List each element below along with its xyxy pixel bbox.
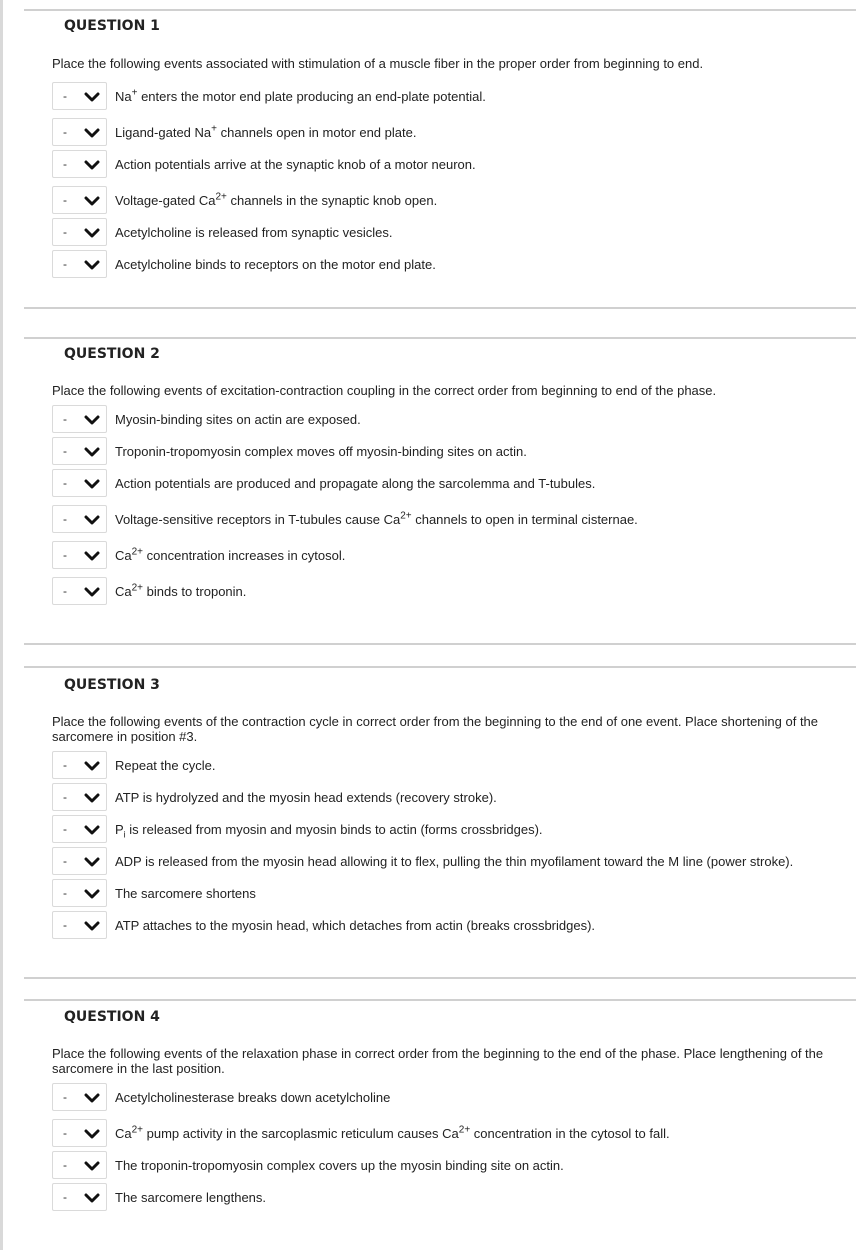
question-prompt: Place the following events of the contraction cycle in correct order from the beginning to the end of one event. Place shortening of the sarcomere in position #3. [52, 714, 819, 744]
text-segment: Ca [115, 547, 132, 563]
text-segment: The sarcomere shortens [115, 885, 256, 901]
order-select[interactable] [52, 218, 107, 246]
text-segment: Acetylcholine binds to receptors on the motor end plate. [115, 256, 436, 272]
text-segment: Na [115, 88, 132, 104]
answer-text [115, 125, 416, 140]
chevron-down-icon [84, 1128, 100, 1140]
text-segment: Repeat the cycle. [115, 757, 216, 773]
answer-row [52, 185, 437, 215]
order-select-value: - [63, 125, 67, 139]
text-segment: Acetylcholine is released from synaptic vesicles. [115, 224, 393, 240]
order-select[interactable] [52, 505, 107, 533]
order-select-value: - [63, 886, 67, 900]
text-segment: Troponin-tropomyosin complex moves off myosin-binding sites on actin. [115, 443, 527, 459]
text-segment: enters the motor end plate producing an end-plate potential. [137, 88, 486, 104]
answer-text [115, 1090, 390, 1105]
order-select-value: - [63, 225, 67, 239]
order-select-value: - [63, 257, 67, 271]
question-prompt: Place the following events of the relaxation phase in correct order from the beginning to the end of the phase. Place lengthening of the sarcomere in the last position. [52, 1046, 824, 1076]
order-select-value: - [63, 512, 67, 526]
question-3 [24, 666, 856, 986]
text-segment: The troponin-tropomyosin complex covers up the myosin binding site on actin. [115, 1157, 564, 1173]
divider [24, 999, 856, 1001]
superscript: 2+ [458, 1124, 471, 1136]
answer-row [52, 1182, 266, 1212]
order-select[interactable] [52, 82, 107, 110]
text-segment: Voltage-gated Ca [115, 192, 216, 208]
chevron-down-icon [84, 91, 100, 103]
text-segment: concentration increases in cytosol. [143, 547, 346, 563]
question-1 [24, 9, 856, 319]
chevron-down-icon [84, 792, 100, 804]
order-select[interactable] [52, 1083, 107, 1111]
answer-row [52, 878, 256, 908]
answer-text [115, 886, 256, 901]
chevron-down-icon [84, 514, 100, 526]
order-select-value: - [63, 584, 67, 598]
order-select[interactable] [52, 1119, 107, 1147]
text-segment: Action potentials arrive at the synaptic knob of a motor neuron. [115, 156, 476, 172]
answer-text [115, 476, 595, 491]
order-select-value: - [63, 758, 67, 772]
question-2 [24, 337, 856, 647]
order-select-value: - [63, 790, 67, 804]
answer-row [52, 217, 392, 247]
page-left-border [0, 0, 3, 1250]
answer-row [52, 576, 246, 606]
answer-row [52, 1150, 564, 1180]
chevron-down-icon [84, 446, 100, 458]
answer-row [52, 846, 793, 876]
answer-row [52, 149, 476, 179]
order-select[interactable] [52, 1183, 107, 1211]
answer-text [115, 821, 543, 840]
chevron-down-icon [84, 586, 100, 598]
text-segment: ATP attaches to the myosin head, which detaches from actin (breaks crossbridges). [115, 917, 596, 933]
superscript: 2+ [131, 546, 144, 558]
answer-text [115, 89, 486, 104]
text-segment: P [115, 821, 124, 837]
answer-text [115, 193, 437, 208]
superscript: 2+ [400, 510, 412, 522]
question-4 [24, 999, 856, 1239]
answer-text [115, 157, 476, 172]
answer-text [115, 918, 595, 933]
question-title: QUESTION 3 [64, 677, 160, 693]
superscript: 2+ [215, 191, 227, 203]
order-select[interactable] [52, 150, 107, 178]
text-segment: is released from myosin and myosin binds to actin (forms crossbridges). [125, 821, 543, 837]
answer-row [52, 1082, 390, 1112]
chevron-down-icon [84, 159, 100, 171]
text-segment: binds to troponin. [143, 583, 247, 599]
answer-text [115, 412, 361, 427]
answer-text [115, 444, 527, 459]
order-select-value: - [63, 822, 67, 836]
order-select-value: - [63, 548, 67, 562]
order-select-value: - [63, 89, 67, 103]
answer-row [52, 117, 416, 147]
chevron-down-icon [84, 227, 100, 239]
order-select[interactable] [52, 541, 107, 569]
order-select[interactable] [52, 250, 107, 278]
answer-text [115, 1190, 266, 1205]
answer-row [52, 249, 436, 279]
order-select[interactable] [52, 751, 107, 779]
text-segment: ADP is released from the myosin head allowing it to flex, pulling the thin myofilament toward the M line (power stroke). [115, 853, 794, 869]
text-segment: Myosin-binding sites on actin are exposed. [115, 411, 361, 427]
order-select-value: - [63, 444, 67, 458]
chevron-down-icon [84, 550, 100, 562]
order-select-value: - [63, 193, 67, 207]
text-segment: Ca [115, 1125, 132, 1141]
answer-text [115, 854, 793, 869]
text-segment: concentration in the cytosol to fall. [470, 1125, 670, 1141]
chevron-down-icon [84, 414, 100, 426]
answer-text [115, 790, 497, 805]
answer-row [52, 404, 361, 434]
answer-row [52, 1118, 670, 1148]
order-select[interactable] [52, 437, 107, 465]
chevron-down-icon [84, 1092, 100, 1104]
order-select[interactable] [52, 186, 107, 214]
chevron-down-icon [84, 888, 100, 900]
superscript: + [131, 87, 138, 99]
text-segment: pump activity in the sarcoplasmic reticulum causes Ca [143, 1125, 459, 1141]
answer-row [52, 814, 543, 844]
answer-text [115, 512, 638, 527]
subscript: i [123, 829, 126, 840]
order-select[interactable] [52, 118, 107, 146]
text-segment: Action potentials are produced and propagate along the sarcolemma and T-tubules. [115, 475, 596, 491]
order-select[interactable] [52, 469, 107, 497]
answer-text [115, 584, 246, 599]
answer-text [115, 225, 392, 240]
order-select-value: - [63, 1090, 67, 1104]
question-title: QUESTION 1 [64, 18, 160, 34]
divider [24, 307, 856, 309]
question-title: QUESTION 4 [64, 1009, 160, 1025]
order-select-value: - [63, 1126, 67, 1140]
answer-text [115, 548, 345, 563]
order-select[interactable] [52, 405, 107, 433]
chevron-down-icon [84, 760, 100, 772]
order-select-value: - [63, 1158, 67, 1172]
text-segment: Ligand-gated Na [115, 124, 212, 140]
order-select[interactable] [52, 847, 107, 875]
chevron-down-icon [84, 195, 100, 207]
chevron-down-icon [84, 856, 100, 868]
answer-row [52, 468, 595, 498]
answer-row [52, 540, 345, 570]
order-select-value: - [63, 476, 67, 490]
answer-row [52, 504, 638, 534]
answer-text [115, 1158, 564, 1173]
text-segment: Acetylcholinesterase breaks down acetylcholine [115, 1089, 391, 1105]
question-prompt: Place the following events associated with stimulation of a muscle fiber in the proper order from beginning to end. [52, 56, 704, 71]
chevron-down-icon [84, 127, 100, 139]
answer-row [52, 81, 486, 111]
divider [24, 9, 856, 11]
divider [24, 666, 856, 668]
order-select[interactable] [52, 783, 107, 811]
chevron-down-icon [84, 920, 100, 932]
answer-text [115, 1126, 670, 1141]
answer-text [115, 758, 215, 773]
question-prompt: Place the following events of excitation-contraction coupling in the correct order from beginning to end of the phase. [52, 383, 717, 398]
chevron-down-icon [84, 1160, 100, 1172]
text-segment: ATP is hydrolyzed and the myosin head extends (recovery stroke). [115, 789, 497, 805]
order-select[interactable] [52, 577, 107, 605]
chevron-down-icon [84, 259, 100, 271]
chevron-down-icon [84, 824, 100, 836]
order-select[interactable] [52, 879, 107, 907]
chevron-down-icon [84, 478, 100, 490]
divider [24, 643, 856, 645]
order-select-value: - [63, 918, 67, 932]
order-select[interactable] [52, 1151, 107, 1179]
text-segment: channels to open in terminal cisternae. [411, 511, 638, 527]
divider [24, 977, 856, 979]
order-select[interactable] [52, 815, 107, 843]
question-title: QUESTION 2 [64, 346, 160, 362]
text-segment: Ca [115, 583, 132, 599]
order-select-value: - [63, 412, 67, 426]
order-select-value: - [63, 157, 67, 171]
order-select-value: - [63, 854, 67, 868]
chevron-down-icon [84, 1192, 100, 1204]
superscript: 2+ [131, 1124, 144, 1136]
answer-row [52, 436, 527, 466]
divider [24, 337, 856, 339]
text-segment: channels open in motor end plate. [216, 124, 417, 140]
text-segment: Voltage-sensitive receptors in T-tubules cause Ca [115, 511, 401, 527]
answer-row [52, 782, 497, 812]
answer-text [115, 257, 436, 272]
text-segment: channels in the synaptic knob open. [226, 192, 438, 208]
answer-row [52, 910, 595, 940]
superscript: 2+ [131, 582, 144, 594]
answer-row [52, 750, 215, 780]
order-select[interactable] [52, 911, 107, 939]
text-segment: The sarcomere lengthens. [115, 1189, 267, 1205]
order-select-value: - [63, 1190, 67, 1204]
superscript: + [211, 123, 217, 135]
